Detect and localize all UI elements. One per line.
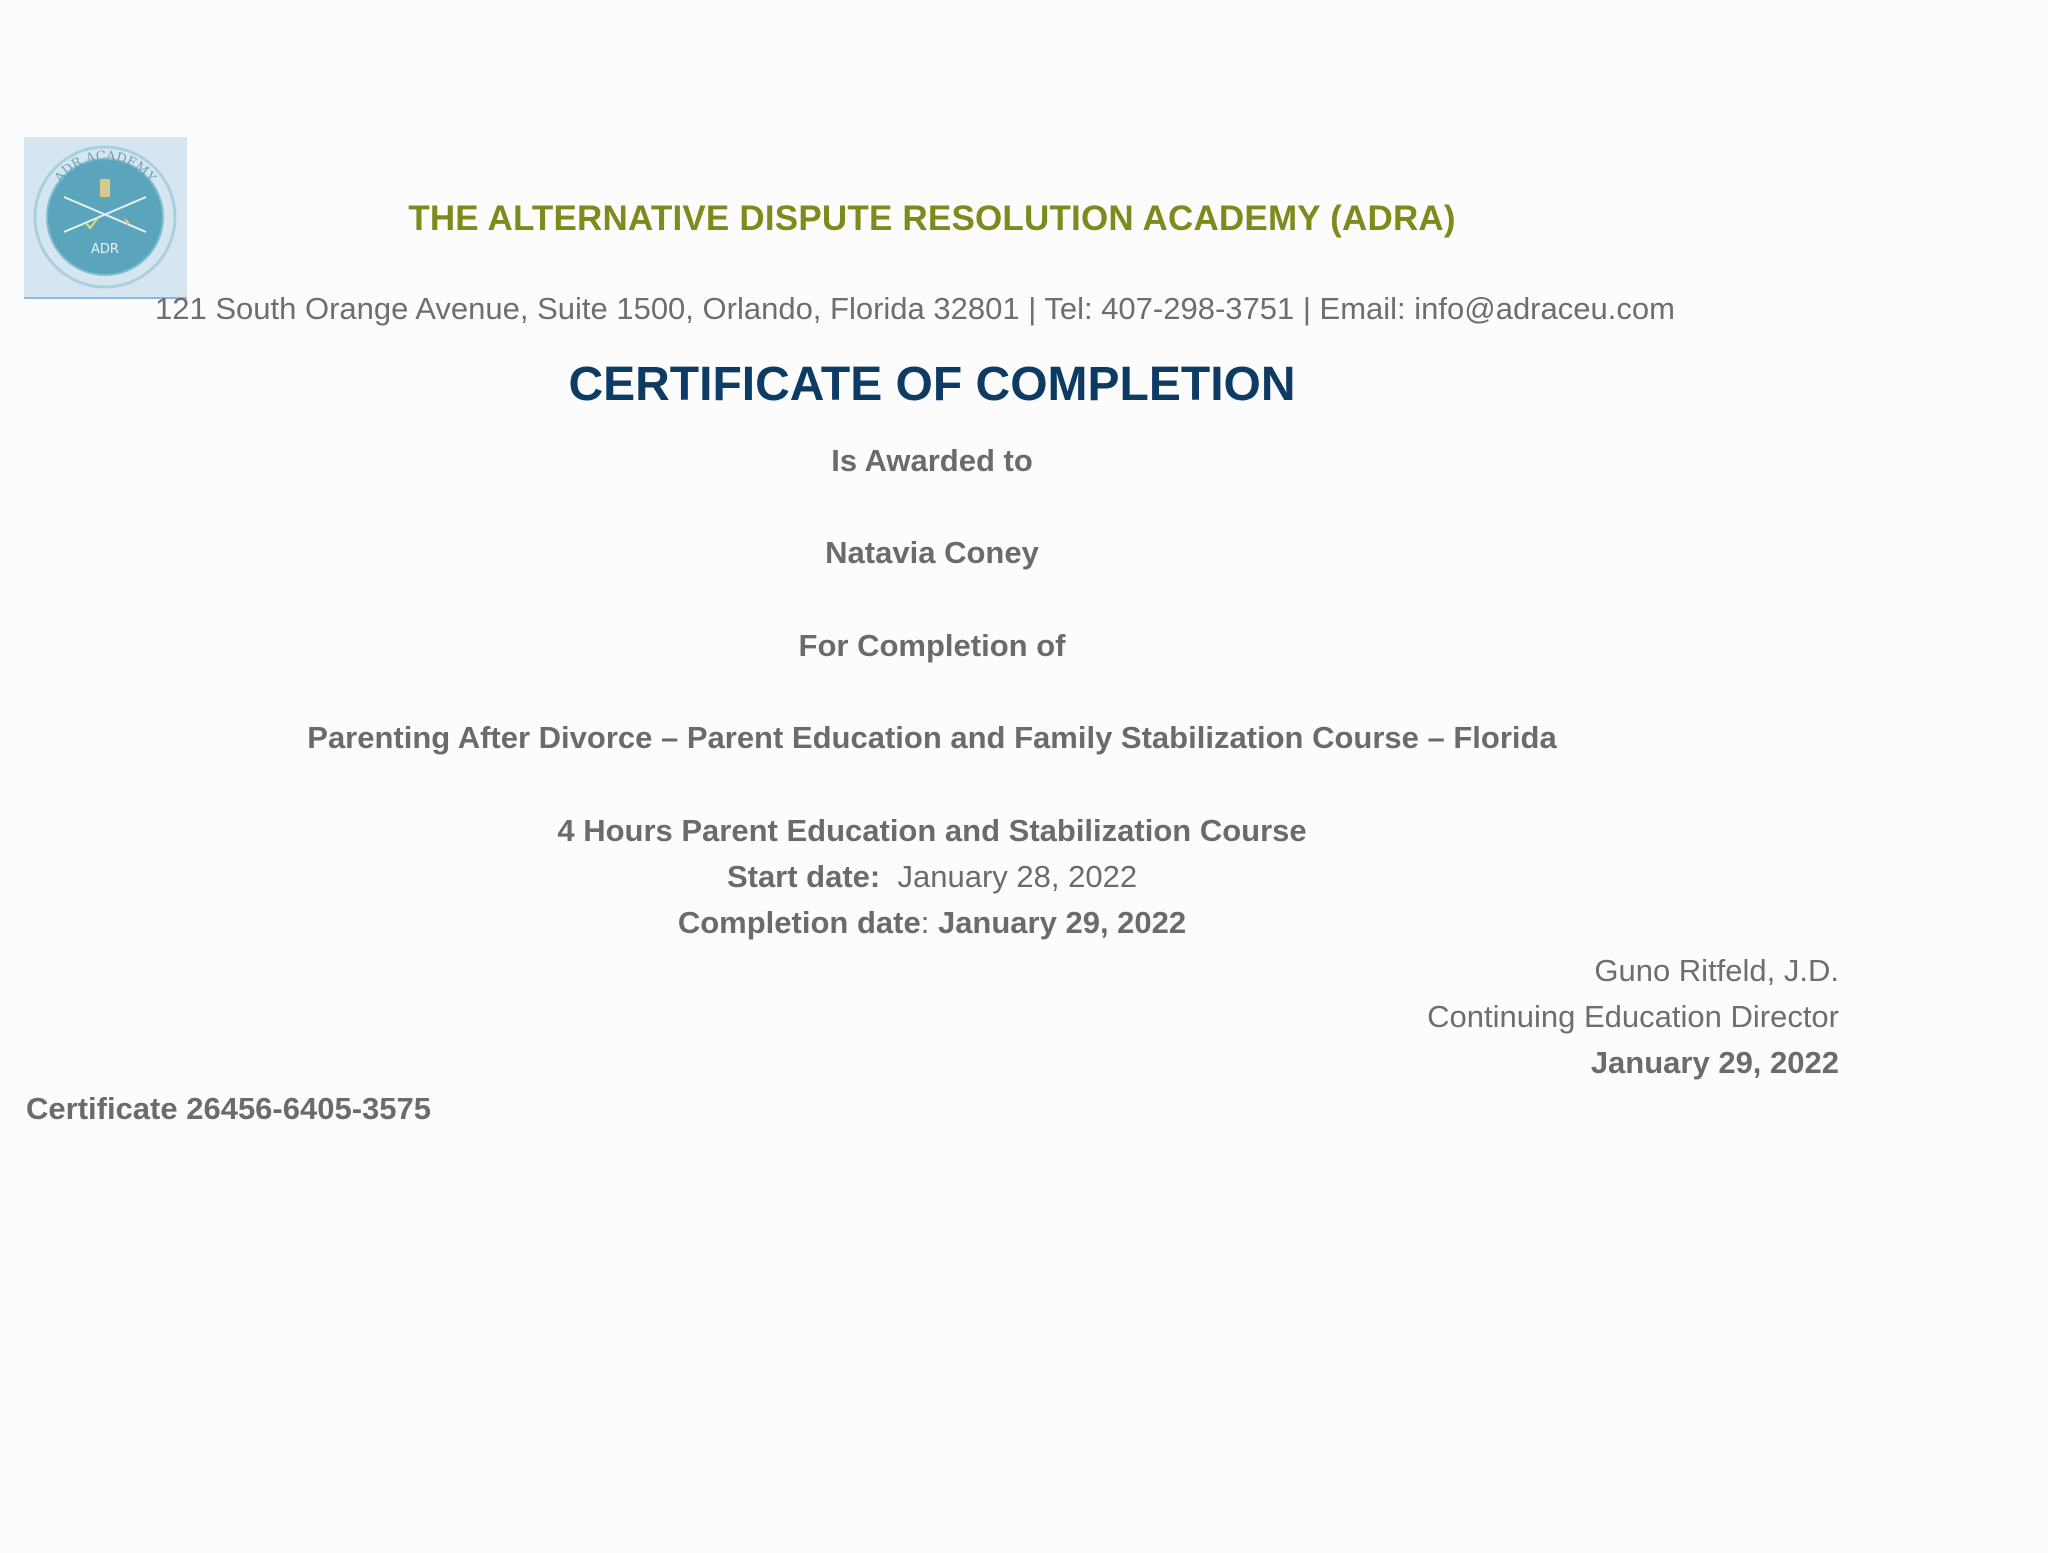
awarded-to-label: Is Awarded to: [831, 443, 1033, 478]
recipient-name: Natavia Coney: [825, 535, 1039, 570]
certificate-number: Certificate 26456-6405-3575: [26, 1091, 431, 1126]
signer-role: Continuing Education Director: [1427, 999, 1839, 1034]
svg-text:ADR: ADR: [91, 242, 119, 257]
svg-text:ADR ACADEMY: ADR ACADEMY: [51, 148, 159, 186]
course-hours: 4 Hours Parent Education and Stabilization Course: [557, 813, 1307, 848]
certificate-title: CERTIFICATE OF COMPLETION: [568, 358, 1296, 411]
completion-date-value: January 29, 2022: [937, 905, 1187, 940]
start-date-value: January 28, 2022: [897, 859, 1138, 894]
course-name: Parenting After Divorce – Parent Education and Family Stabilization Course – Florida: [307, 720, 1557, 755]
completion-date-label: Completion date: [677, 905, 921, 940]
start-date-row: [0, 859, 1864, 895]
for-completion-label: For Completion of: [798, 628, 1066, 663]
signer-name: Guno Ritfeld, J.D.: [1594, 953, 1839, 988]
organization-name: THE ALTERNATIVE DISPUTE RESOLUTION ACADEMY (ADRA): [408, 199, 1456, 238]
completion-date-row: [0, 905, 1864, 941]
signature-date: January 29, 2022: [1590, 1045, 1839, 1080]
organization-address: 121 South Orange Avenue, Suite 1500, Orlando, Florida 32801 | Tel: 407-298-3751 | Email: info@adraceu.com: [155, 291, 1675, 326]
start-date-label: Start date:: [726, 859, 881, 894]
completion-date-separator: :: [920, 905, 930, 940]
